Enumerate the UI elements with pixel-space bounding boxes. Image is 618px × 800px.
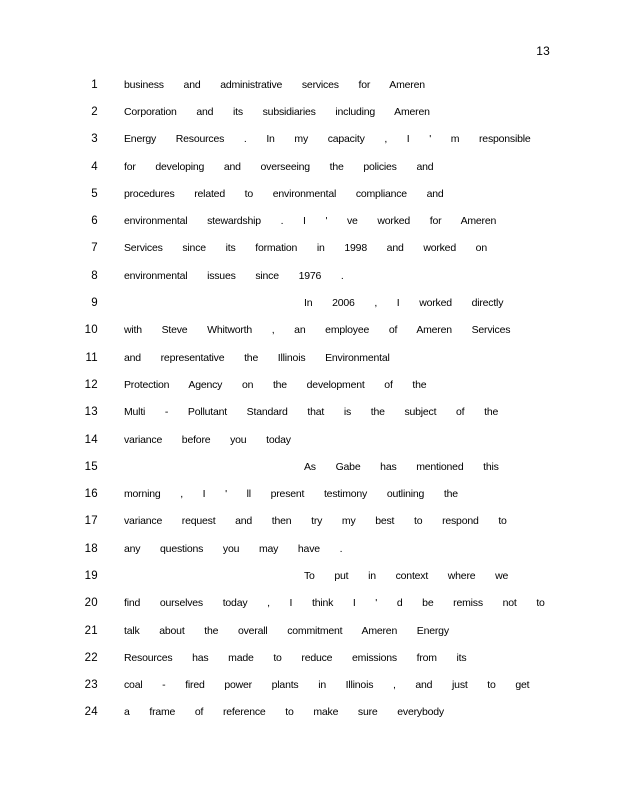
line-text: Corporation and its subsidiaries including Ameren [124, 105, 430, 118]
transcript-line [0, 126, 618, 153]
line-number: 22 [84, 651, 98, 664]
transcript-lines [0, 71, 618, 726]
line-text: a frame of reference to make sure everybody [124, 706, 444, 719]
transcript-line [0, 262, 618, 289]
transcript-line [0, 535, 618, 562]
line-text: morning , I ' ll present testimony outlining the [124, 488, 458, 501]
transcript-line [0, 153, 618, 180]
transcript-line [0, 235, 618, 262]
line-number: 14 [84, 433, 98, 446]
line-text: In 2006 , I worked directly [304, 297, 504, 310]
transcript-line [0, 317, 618, 344]
transcript-line [0, 71, 618, 98]
transcript-line [0, 98, 618, 125]
transcript-line [0, 672, 618, 699]
line-number: 15 [84, 460, 98, 473]
line-number: 8 [91, 269, 98, 282]
line-text: variance request and then try my best to respond to [124, 515, 507, 528]
line-number: 16 [84, 488, 98, 501]
line-text: and representative the Illinois Environmental [124, 351, 390, 364]
line-text: any questions you may have . [124, 542, 343, 555]
transcript-line [0, 426, 618, 453]
line-number: 11 [85, 351, 98, 364]
transcript-line [0, 453, 618, 480]
transcript-line [0, 562, 618, 589]
line-text: Services since its formation in 1998 and worked on [124, 242, 487, 255]
transcript-line [0, 289, 618, 316]
line-number: 21 [84, 624, 98, 637]
line-text: As Gabe has mentioned this [304, 460, 499, 473]
line-number: 4 [91, 160, 98, 173]
transcript-line [0, 590, 618, 617]
line-text: Multi - Pollutant Standard that is the subject of the [124, 406, 499, 419]
transcript-line [0, 617, 618, 644]
line-text: with Steve Whitworth , an employee of Ameren Services [124, 324, 511, 337]
transcript-line [0, 699, 618, 726]
line-text: find ourselves today , I think I ' d be remiss not to [124, 597, 545, 610]
line-text: Energy Resources . In my capacity , I ' m responsible [124, 133, 531, 146]
line-number: 2 [91, 105, 98, 118]
transcript-line [0, 207, 618, 234]
line-number: 17 [84, 515, 98, 528]
line-number: 20 [84, 597, 98, 610]
line-text: environmental stewardship . I ' ve worked for Ameren [124, 215, 497, 228]
page-number: 13 [536, 44, 550, 58]
line-number: 19 [84, 569, 98, 582]
line-number: 24 [84, 706, 98, 719]
line-number: 6 [91, 215, 98, 228]
line-number: 13 [84, 406, 98, 419]
line-text: talk about the overall commitment Ameren Energy [124, 624, 449, 637]
line-number: 9 [91, 297, 98, 310]
line-number: 3 [91, 133, 98, 146]
line-text: environmental issues since 1976 . [124, 269, 344, 282]
line-text: business and administrative services for Ameren [124, 78, 425, 91]
transcript-line [0, 371, 618, 398]
line-text: Resources has made to reduce emissions from its [124, 651, 467, 664]
transcript-line [0, 180, 618, 207]
line-number: 18 [84, 542, 98, 555]
line-number: 23 [84, 679, 98, 692]
transcript-line [0, 480, 618, 507]
transcript-line [0, 399, 618, 426]
line-number: 12 [84, 378, 98, 391]
line-text: Protection Agency on the development of the [124, 378, 427, 391]
transcript-line [0, 508, 618, 535]
line-text: variance before you today [124, 433, 291, 446]
line-number: 5 [91, 187, 98, 200]
transcript-line [0, 644, 618, 671]
transcript-line [0, 344, 618, 371]
line-number: 1 [91, 78, 98, 91]
line-text: coal - fired power plants in Illinois , and just to get [124, 679, 530, 692]
line-text: To put in context where we [304, 569, 509, 582]
line-text: procedures related to environmental compliance and [124, 187, 444, 200]
line-number: 10 [84, 324, 98, 337]
line-text: for developing and overseeing the policies and [124, 160, 434, 173]
line-number: 7 [91, 242, 98, 255]
